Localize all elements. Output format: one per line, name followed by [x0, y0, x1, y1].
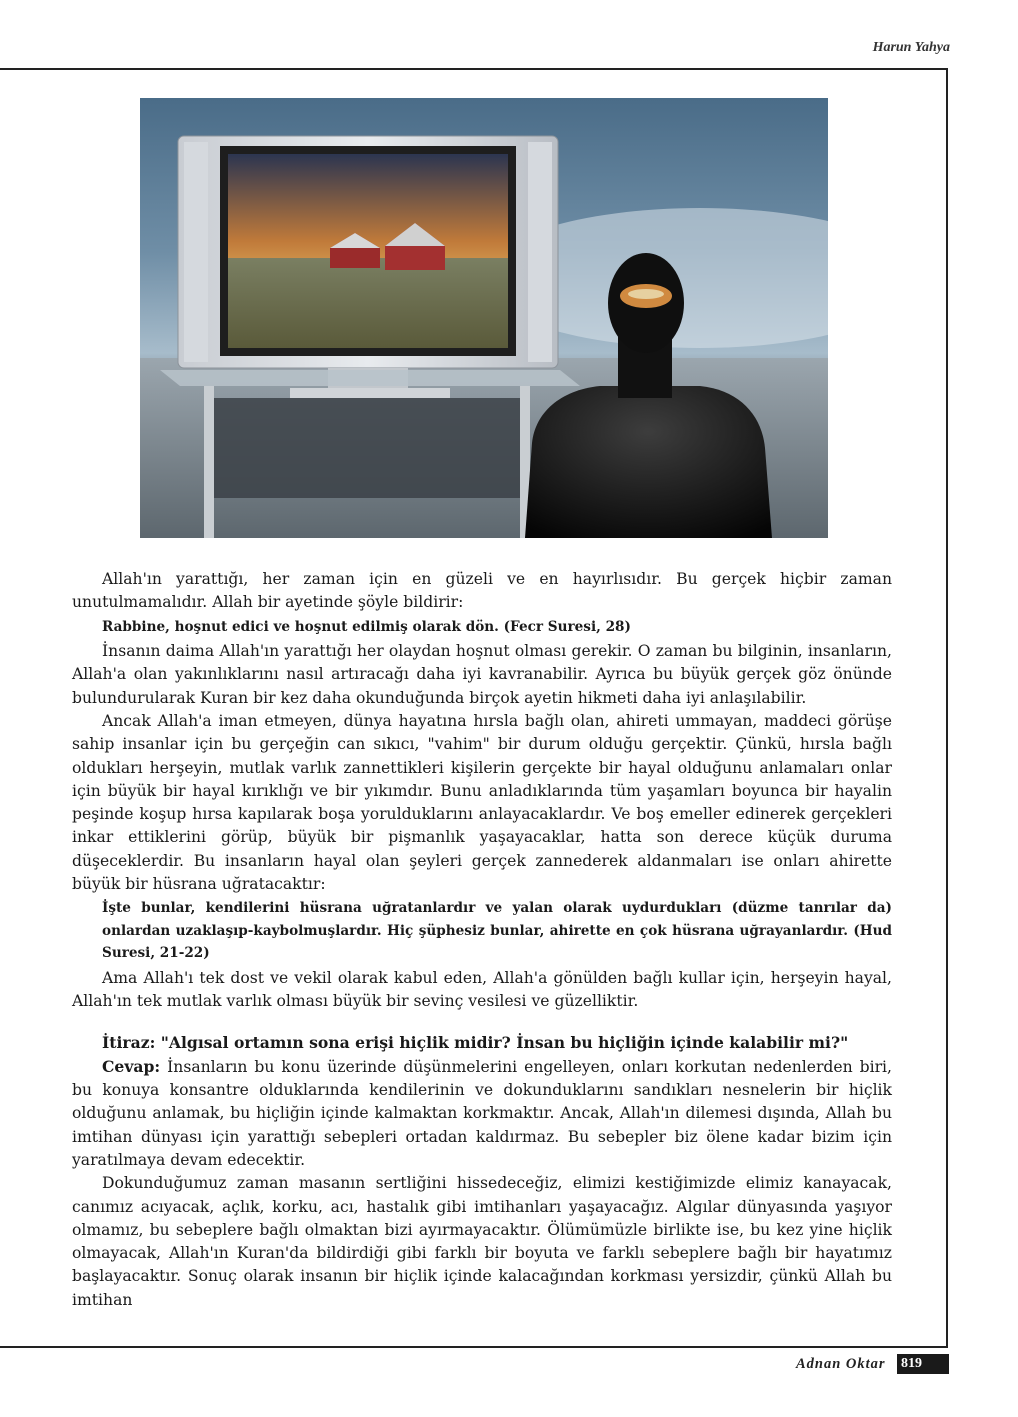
frame-line-right — [946, 68, 948, 1348]
quran-verse: İşte bunlar, kendilerini hüsrana uğratanlardır ve yalan olarak uydurdukları (düzme tanrılar da) onlardan uzaklaşıp-kaybolmuşlardır. Hiç şüphesiz bunlar, ahirette en çok hüsrana uğrayanlardır. (Hud Suresi, 21-22) — [102, 900, 892, 962]
paragraph: Ama Allah'ı tek dost ve vekil olarak kabul eden, Allah'a gönülden bağlı kullar için, herşeyin hayal, Allah'ın tek mutlak varlık olması büyük bir sevinç vesilesi ve güzelliktir. — [72, 968, 892, 1011]
paragraph: Dokunduğumuz zaman masanın sertliğini hissedeceğiz, elimizi kestiğimizde elimiz kanayacak, canımız acıyacak, açlık, korku, acı, hastalık gibi imtihanları yaşayacağız. Algılar dünyasında yaşıyor olmamız, bu sebeplere bağlı olmaktan bizi ayırmayacaktır. Ölümümüzle birlikte ise, bu kez yine hiçlik olmayacak, Allah'ın Kuran'da bildirdiği gibi farklı bir boyuta ve farklı sebeplere bağlı bir hayatımız başlayacaktır. Sonuç olarak insanın bir hiçlik içinde kalacağından korkması yersizdir, çünkü Allah bu imtihan — [72, 1174, 892, 1309]
answer-paragraph — [72, 1055, 892, 1172]
frame-line-top — [0, 68, 948, 70]
frame-line-bottom — [0, 1346, 948, 1348]
illustration-tv-viewer — [140, 98, 828, 538]
paragraph: Allah'ın yarattığı, her zaman için en güzeli ve en hayırlısıdır. Bu gerçek hiçbir zaman unutulmamalıdır. Allah bir ayetinde şöyle bildirir: — [72, 570, 892, 612]
paragraph: İnsanın daima Allah'ın yarattığı her olaydan hoşnut olması gerekir. O zaman bu bilginin, insanların, Allah'a olan yakınlıklarını nasıl artıracağı daha iyi kavranabilir. Ayrıca bu büyük gerçek göz önünde bulundurularak Kuran bir kez daha okunduğunda birçok ayetin hikmeti daha iyi anlaşılabilir. — [72, 642, 892, 707]
running-head: Harun Yahya — [872, 40, 950, 55]
article-body — [72, 568, 892, 1312]
quran-verse: Rabbine, hoşnut edici ve hoşnut edilmiş olarak dön. (Fecr Suresi, 28) — [102, 618, 631, 635]
answer-text: İnsanların bu konu üzerinde düşünmelerini engelleyen, onları korkutan nedenlerden biri, bu konuya konsantre olduklarında kendilerinin ve dokunduklarını sandıkları nesnelerin bir hiçlik olduğunu anlamak, bu hiçliğin içinde kalmaktan korkmaktır. Ancak, Allah'ın dilemesi dışında, Allah bu imtihan dünyası için yarattığı sebepleri ortadan kaldırmaz. Bu sebepler biz ölene kadar bizim için yaratılmaya devam edecektir. — [72, 1057, 892, 1169]
paragraph: Ancak Allah'a iman etmeyen, dünya hayatına hırsla bağlı olan, ahireti ummayan, maddeci görüşe sahip insanlar için bu gerçeğin can sıkıcı, "vahim" bir durum olduğu gerçektir. Çünkü, hırsla bağlı oldukları herşeyin, mutlak varlık zannettikleri kişilerin gerçekte bir hayal olduğunu anlamaları onlar için büyük bir hayal kırıklığı ve bir yıkımdır. Bunu anladıklarında tüm yaşamları boyunca bir hayalin peşinde koşup hırsa kapılarak boşa yorulduklarını anlayacaklardır. Ve boş emeller edinerek gerçekleri inkar ettiklerini görüp, büyük bir pişmanlık yaşayacaklar, hatta son derece küçük duruma düşeceklerdir. Bu insanların hayal olan şeyleri gerçek zannederek aldanmaları ise onları ahirette büyük bir hüsrana uğratacaktır: — [72, 711, 892, 894]
objection-heading: İtiraz: "Algısal ortamın sona erişi hiçlik midir? İnsan bu hiçliğin içinde kalabilir mi?" — [102, 1033, 849, 1053]
page-number: 819 — [897, 1354, 949, 1374]
answer-label: Cevap: — [102, 1056, 161, 1076]
footer-author: Adnan Oktar — [796, 1356, 886, 1372]
